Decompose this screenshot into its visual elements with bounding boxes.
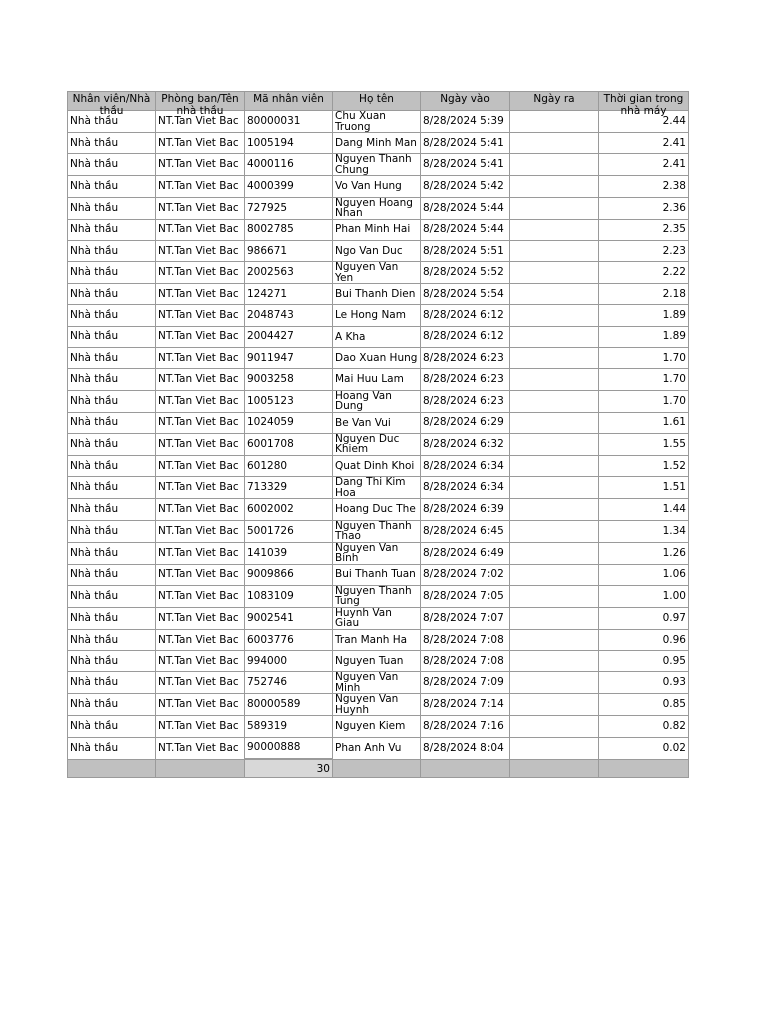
cell-full-name [333, 651, 421, 672]
cell-department: NT.Tan Viet Bac [156, 737, 245, 759]
cell-department: NT.Tan Viet Bac [156, 284, 245, 305]
full-name-text: Bui Thanh Dien [335, 288, 416, 301]
cell-date-out [510, 390, 599, 412]
full-name-text: Be Van Vui [335, 416, 391, 429]
cell-employee-type: Nhà thầu [68, 154, 156, 176]
cell-date-out [510, 499, 599, 520]
cell-department: NT.Tan Viet Bac [156, 716, 245, 737]
cell-department: NT.Tan Viet Bac [156, 412, 245, 433]
table-row [68, 629, 689, 650]
cell-date-in: 8/28/2024 7:14 [421, 694, 510, 716]
cell-employee-id: 1005123 [245, 390, 333, 412]
table-row [68, 176, 689, 197]
full-name-text: Mai Huu Lam [335, 373, 404, 386]
cell-full-name [333, 176, 421, 197]
cell-date-out [510, 348, 599, 369]
footer-cell [156, 759, 245, 778]
footer-cell [599, 759, 689, 778]
table-row [68, 262, 689, 284]
cell-employee-type: Nhà thầu [68, 672, 156, 694]
cell-date-in: 8/28/2024 6:12 [421, 326, 510, 347]
cell-employee-id: 2004427 [245, 326, 333, 347]
cell-time-in-plant: 0.96 [599, 629, 689, 650]
full-name-text: Dao Xuan Hung [335, 351, 418, 364]
table-row [68, 694, 689, 716]
cell-employee-type: Nhà thầu [68, 369, 156, 390]
cell-time-in-plant: 2.22 [599, 262, 689, 284]
table-row [68, 499, 689, 520]
cell-department: NT.Tan Viet Bac [156, 520, 245, 542]
cell-time-in-plant: 1.70 [599, 390, 689, 412]
cell-employee-id: 1083109 [245, 585, 333, 607]
table-header [68, 92, 689, 117]
cell-employee-type: Nhà thầu [68, 284, 156, 305]
cell-employee-id: 5001726 [245, 520, 333, 542]
table-row [68, 219, 689, 240]
full-name-text: Phan Minh Hai [335, 223, 411, 236]
header-cell-date-in [421, 92, 510, 111]
cell-time-in-plant: 1.44 [599, 499, 689, 520]
cell-time-in-plant: 0.97 [599, 607, 689, 629]
cell-date-in: 8/28/2024 6:23 [421, 348, 510, 369]
cell-department: NT.Tan Viet Bac [156, 262, 245, 284]
cell-employee-id: 9011947 [245, 348, 333, 369]
cell-date-out [510, 433, 599, 455]
cell-date-in: 8/28/2024 6:29 [421, 412, 510, 433]
table-row [68, 672, 689, 694]
cell-date-out [510, 197, 599, 219]
header-row [68, 92, 689, 111]
cell-full-name [333, 542, 421, 564]
cell-time-in-plant: 1.55 [599, 433, 689, 455]
cell-full-name [333, 154, 421, 176]
table-row [68, 542, 689, 564]
table-row [68, 412, 689, 433]
full-name-text: Ngo Van Duc [335, 244, 403, 257]
full-name-text: Huynh Van Giau [335, 606, 392, 630]
cell-date-in: 8/28/2024 5:41 [421, 133, 510, 154]
table-body [68, 111, 689, 760]
cell-date-in: 8/28/2024 6:34 [421, 477, 510, 499]
footer-cell [510, 759, 599, 778]
full-name-text: Nguyen Hoang Nhan [335, 196, 413, 220]
cell-date-out [510, 262, 599, 284]
header-label: Mã nhân viên [253, 93, 324, 105]
cell-date-in: 8/28/2024 7:09 [421, 672, 510, 694]
full-name-text: A Kha [335, 330, 366, 343]
cell-full-name [333, 369, 421, 390]
cell-time-in-plant: 1.70 [599, 369, 689, 390]
cell-employee-id: 9002541 [245, 607, 333, 629]
cell-employee-type: Nhà thầu [68, 477, 156, 499]
cell-employee-id: 90000888 [245, 737, 333, 759]
full-name-text: Nguyen Duc Khiem [335, 432, 400, 456]
cell-time-in-plant: 1.52 [599, 455, 689, 476]
cell-full-name [333, 219, 421, 240]
header-cell-department [156, 92, 245, 117]
footer-cell [333, 759, 421, 778]
cell-department: NT.Tan Viet Bac [156, 111, 245, 133]
cell-employee-type: Nhà thầu [68, 694, 156, 716]
full-name-text: Nguyen Kiem [335, 720, 406, 733]
header-label: Họ tên [359, 93, 394, 105]
cell-full-name [333, 348, 421, 369]
footer-cell [421, 759, 510, 778]
cell-date-out [510, 629, 599, 650]
cell-department: NT.Tan Viet Bac [156, 433, 245, 455]
cell-full-name [333, 694, 421, 716]
cell-date-out [510, 520, 599, 542]
table-row [68, 651, 689, 672]
attendance-table [67, 91, 689, 778]
cell-employee-type: Nhà thầu [68, 737, 156, 759]
attendance-sheet [67, 91, 688, 778]
cell-employee-id: 9009866 [245, 564, 333, 585]
cell-full-name [333, 737, 421, 759]
header-cell-time-in-plant [599, 92, 689, 117]
cell-employee-type: Nhà thầu [68, 520, 156, 542]
header-cell-employee-type [68, 92, 156, 117]
full-name-text: Phan Anh Vu [335, 741, 402, 754]
cell-employee-type: Nhà thầu [68, 585, 156, 607]
table-footer [68, 759, 689, 778]
cell-date-in: 8/28/2024 5:44 [421, 219, 510, 240]
cell-date-out [510, 219, 599, 240]
table-row [68, 326, 689, 347]
full-name-text: Nguyen Tuan [335, 655, 404, 668]
cell-full-name [333, 672, 421, 694]
table-row [68, 433, 689, 455]
cell-time-in-plant: 1.06 [599, 564, 689, 585]
table-row [68, 111, 689, 133]
table-row [68, 390, 689, 412]
cell-employee-type: Nhà thầu [68, 455, 156, 476]
cell-time-in-plant: 1.89 [599, 326, 689, 347]
cell-date-in: 8/28/2024 6:23 [421, 390, 510, 412]
cell-employee-id: 4000399 [245, 176, 333, 197]
full-name-text: Dang Thi Kim Hoa [335, 476, 406, 499]
cell-time-in-plant: 0.85 [599, 694, 689, 716]
cell-department: NT.Tan Viet Bac [156, 305, 245, 326]
header-label: Ngày vào [440, 93, 490, 105]
cell-date-out [510, 305, 599, 326]
cell-department: NT.Tan Viet Bac [156, 585, 245, 607]
cell-date-out [510, 369, 599, 390]
full-name-text: Vo Van Hung [335, 180, 402, 193]
cell-employee-id: 6003776 [245, 629, 333, 650]
cell-date-in: 8/28/2024 7:05 [421, 585, 510, 607]
cell-date-out [510, 694, 599, 716]
cell-full-name [333, 412, 421, 433]
cell-time-in-plant: 0.82 [599, 716, 689, 737]
cell-date-in: 8/28/2024 7:02 [421, 564, 510, 585]
table-row [68, 520, 689, 542]
cell-date-out [510, 716, 599, 737]
cell-time-in-plant: 1.51 [599, 477, 689, 499]
cell-date-in: 8/28/2024 7:08 [421, 629, 510, 650]
cell-date-out [510, 651, 599, 672]
cell-department: NT.Tan Viet Bac [156, 348, 245, 369]
cell-employee-type: Nhà thầu [68, 262, 156, 284]
cell-time-in-plant: 0.95 [599, 651, 689, 672]
cell-date-in: 8/28/2024 5:54 [421, 284, 510, 305]
cell-employee-type: Nhà thầu [68, 651, 156, 672]
full-name-text: Dang Minh Man [335, 136, 417, 149]
cell-full-name [333, 607, 421, 629]
cell-employee-type: Nhà thầu [68, 305, 156, 326]
total-count: 30 [245, 759, 333, 778]
cell-date-in: 8/28/2024 6:23 [421, 369, 510, 390]
header-cell-employee-id [245, 92, 333, 111]
cell-time-in-plant: 2.18 [599, 284, 689, 305]
table-row [68, 305, 689, 326]
cell-time-in-plant: 2.38 [599, 176, 689, 197]
cell-date-in: 8/28/2024 8:04 [421, 737, 510, 759]
cell-department: NT.Tan Viet Bac [156, 564, 245, 585]
cell-date-out [510, 477, 599, 499]
cell-date-in: 8/28/2024 7:16 [421, 716, 510, 737]
cell-date-out [510, 737, 599, 759]
cell-date-in: 8/28/2024 6:45 [421, 520, 510, 542]
cell-employee-id: 727925 [245, 197, 333, 219]
cell-department: NT.Tan Viet Bac [156, 499, 245, 520]
full-name-text: Nguyen Thanh Chung [335, 153, 412, 176]
full-name-text: Nguyen Van Huynh [335, 693, 399, 716]
cell-date-in: 8/28/2024 5:51 [421, 240, 510, 261]
cell-employee-id: 1005194 [245, 133, 333, 154]
cell-time-in-plant: 1.61 [599, 412, 689, 433]
cell-employee-type: Nhà thầu [68, 564, 156, 585]
cell-employee-type: Nhà thầu [68, 412, 156, 433]
header-label: Phòng ban/Tên nhà thầu [161, 93, 239, 117]
cell-employee-type: Nhà thầu [68, 542, 156, 564]
full-name-text: Hoang Van Dung [335, 389, 392, 413]
full-name-text: Nguyen Van Minh [335, 671, 399, 694]
cell-date-in: 8/28/2024 5:41 [421, 154, 510, 176]
cell-full-name [333, 111, 421, 133]
cell-full-name [333, 629, 421, 650]
cell-employee-id: 986671 [245, 240, 333, 261]
cell-date-out [510, 564, 599, 585]
cell-date-in: 8/28/2024 5:39 [421, 111, 510, 133]
cell-department: NT.Tan Viet Bac [156, 694, 245, 716]
cell-employee-type: Nhà thầu [68, 433, 156, 455]
cell-employee-id: 80000031 [245, 111, 333, 133]
cell-date-out [510, 542, 599, 564]
cell-employee-type: Nhà thầu [68, 716, 156, 737]
cell-employee-type: Nhà thầu [68, 133, 156, 154]
cell-date-out [510, 326, 599, 347]
cell-employee-id: 80000589 [245, 694, 333, 716]
cell-full-name [333, 305, 421, 326]
full-name-text: Tran Manh Ha [335, 633, 408, 646]
full-name-text: Quat Dinh Khoi [335, 459, 415, 472]
cell-full-name [333, 520, 421, 542]
cell-department: NT.Tan Viet Bac [156, 651, 245, 672]
cell-employee-id: 4000116 [245, 154, 333, 176]
cell-employee-id: 2048743 [245, 305, 333, 326]
cell-date-out [510, 412, 599, 433]
full-name-text: Le Hong Nam [335, 309, 406, 322]
table-row [68, 284, 689, 305]
cell-time-in-plant: 1.70 [599, 348, 689, 369]
cell-department: NT.Tan Viet Bac [156, 542, 245, 564]
cell-employee-type: Nhà thầu [68, 607, 156, 629]
cell-department: NT.Tan Viet Bac [156, 326, 245, 347]
cell-employee-type: Nhà thầu [68, 348, 156, 369]
header-cell-full-name [333, 92, 421, 111]
cell-employee-id: 6001708 [245, 433, 333, 455]
cell-department: NT.Tan Viet Bac [156, 672, 245, 694]
cell-date-in: 8/28/2024 7:07 [421, 607, 510, 629]
cell-date-out [510, 240, 599, 261]
table-row [68, 607, 689, 629]
table-row [68, 455, 689, 476]
cell-department: NT.Tan Viet Bac [156, 477, 245, 499]
cell-department: NT.Tan Viet Bac [156, 133, 245, 154]
table-row [68, 133, 689, 154]
cell-date-out [510, 176, 599, 197]
header-label: Thời gian trong nhà máy [603, 93, 684, 117]
cell-date-out [510, 154, 599, 176]
cell-date-out [510, 284, 599, 305]
table-row [68, 716, 689, 737]
cell-date-in: 8/28/2024 6:12 [421, 305, 510, 326]
cell-employee-id: 141039 [245, 542, 333, 564]
cell-department: NT.Tan Viet Bac [156, 176, 245, 197]
full-name-text: Nguyen Van Binh [335, 541, 399, 565]
cell-employee-id: 752746 [245, 672, 333, 694]
cell-time-in-plant: 2.36 [599, 197, 689, 219]
cell-full-name [333, 240, 421, 261]
cell-full-name [333, 197, 421, 219]
cell-employee-type: Nhà thầu [68, 390, 156, 412]
cell-employee-type: Nhà thầu [68, 219, 156, 240]
cell-time-in-plant: 1.26 [599, 542, 689, 564]
cell-time-in-plant: 2.41 [599, 133, 689, 154]
cell-employee-id: 1024059 [245, 412, 333, 433]
cell-time-in-plant: 2.44 [599, 111, 689, 133]
cell-time-in-plant: 1.89 [599, 305, 689, 326]
full-name-text: Nguyen Thanh Tung [335, 584, 412, 608]
cell-time-in-plant: 1.34 [599, 520, 689, 542]
cell-date-out [510, 133, 599, 154]
table-row [68, 197, 689, 219]
cell-date-out [510, 455, 599, 476]
cell-employee-id: 8002785 [245, 219, 333, 240]
cell-full-name [333, 433, 421, 455]
header-cell-date-out [510, 92, 599, 111]
cell-full-name [333, 390, 421, 412]
full-name-text: Nguyen Van Yen [335, 261, 399, 284]
table-row [68, 585, 689, 607]
cell-employee-type: Nhà thầu [68, 499, 156, 520]
cell-full-name [333, 716, 421, 737]
cell-full-name [333, 284, 421, 305]
cell-employee-id: 994000 [245, 651, 333, 672]
cell-time-in-plant: 1.00 [599, 585, 689, 607]
header-label: Nhân viên/Nhà thầu [72, 93, 151, 117]
table-row [68, 348, 689, 369]
cell-employee-type: Nhà thầu [68, 326, 156, 347]
cell-date-in: 8/28/2024 6:32 [421, 433, 510, 455]
full-name-text: Hoang Duc The [335, 503, 416, 516]
table-row [68, 477, 689, 499]
cell-time-in-plant: 0.93 [599, 672, 689, 694]
table-row [68, 564, 689, 585]
cell-department: NT.Tan Viet Bac [156, 607, 245, 629]
cell-date-in: 8/28/2024 5:52 [421, 262, 510, 284]
full-name-text: Nguyen Thanh Thao [335, 519, 412, 543]
cell-department: NT.Tan Viet Bac [156, 219, 245, 240]
cell-employee-type: Nhà thầu [68, 111, 156, 133]
cell-time-in-plant: 2.35 [599, 219, 689, 240]
cell-full-name [333, 455, 421, 476]
cell-date-in: 8/28/2024 6:39 [421, 499, 510, 520]
cell-full-name [333, 499, 421, 520]
full-name-text: Bui Thanh Tuan [335, 568, 416, 581]
cell-department: NT.Tan Viet Bac [156, 240, 245, 261]
cell-department: NT.Tan Viet Bac [156, 629, 245, 650]
cell-employee-type: Nhà thầu [68, 197, 156, 219]
cell-date-out [510, 672, 599, 694]
cell-employee-id: 601280 [245, 455, 333, 476]
cell-time-in-plant: 0.02 [599, 737, 689, 759]
cell-full-name [333, 262, 421, 284]
cell-department: NT.Tan Viet Bac [156, 369, 245, 390]
cell-employee-id: 6002002 [245, 499, 333, 520]
cell-date-in: 8/28/2024 6:49 [421, 542, 510, 564]
cell-employee-type: Nhà thầu [68, 629, 156, 650]
cell-full-name [333, 477, 421, 499]
cell-department: NT.Tan Viet Bac [156, 154, 245, 176]
table-row [68, 240, 689, 261]
cell-full-name [333, 585, 421, 607]
table-row [68, 154, 689, 176]
cell-full-name [333, 326, 421, 347]
cell-date-in: 8/28/2024 7:08 [421, 651, 510, 672]
table-row [68, 737, 689, 759]
cell-time-in-plant: 2.41 [599, 154, 689, 176]
cell-date-out [510, 585, 599, 607]
cell-date-in: 8/28/2024 6:34 [421, 455, 510, 476]
cell-employee-id: 713329 [245, 477, 333, 499]
cell-date-out [510, 607, 599, 629]
cell-date-in: 8/28/2024 5:44 [421, 197, 510, 219]
table-row [68, 369, 689, 390]
footer-row [68, 759, 689, 778]
cell-employee-id: 9003258 [245, 369, 333, 390]
cell-employee-id: 589319 [245, 716, 333, 737]
cell-department: NT.Tan Viet Bac [156, 197, 245, 219]
cell-department: NT.Tan Viet Bac [156, 455, 245, 476]
cell-date-in: 8/28/2024 5:42 [421, 176, 510, 197]
cell-date-out [510, 111, 599, 133]
header-label: Ngày ra [533, 93, 575, 105]
cell-employee-type: Nhà thầu [68, 240, 156, 261]
cell-employee-id: 124271 [245, 284, 333, 305]
footer-cell [68, 759, 156, 778]
cell-full-name [333, 564, 421, 585]
cell-employee-id: 2002563 [245, 262, 333, 284]
cell-time-in-plant: 2.23 [599, 240, 689, 261]
cell-department: NT.Tan Viet Bac [156, 390, 245, 412]
cell-full-name [333, 133, 421, 154]
cell-employee-type: Nhà thầu [68, 176, 156, 197]
full-name-text: Chu Xuan Truong [335, 110, 386, 133]
